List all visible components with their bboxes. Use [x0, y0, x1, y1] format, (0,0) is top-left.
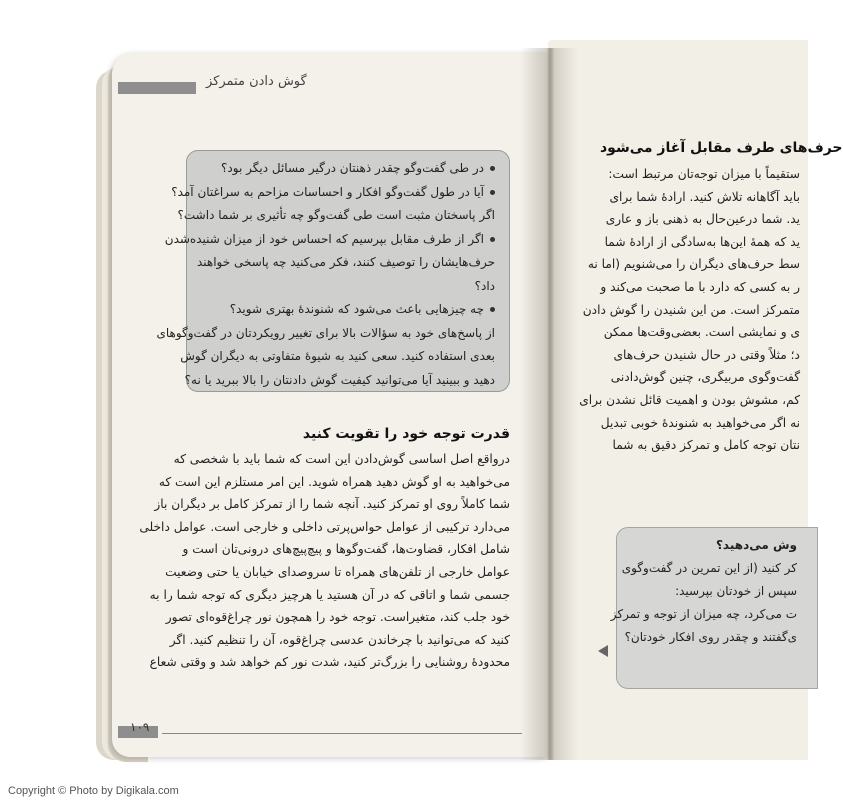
exercise-title: وش می‌دهید؟ — [715, 538, 797, 552]
body-line: شامل افکار، قضاوت‌ها، گفت‌وگوها و پیچ‌پیچ‌های درونی‌تان است و — [182, 542, 510, 557]
question-line — [164, 228, 495, 252]
question-text: آیا در طول گفت‌وگو افکار و احساسات مزاحم به سراغتان آمد؟ — [171, 184, 484, 199]
question-text: در طی گفت‌وگو چقدر ذهنتان درگیر مسائل دیگر بود؟ — [221, 161, 484, 175]
body-line: کنید که می‌توانید با چرخاندن عدسی چراغ‌قوه، آن را تنظیم کنید. اگر — [169, 632, 510, 647]
right-body-line: نه اگر می‌خواهید به شنوندهٔ خوبی تبدیل — [600, 415, 800, 430]
body-text — [139, 448, 510, 674]
exercise-box — [610, 527, 818, 689]
exercise-line: سپس از خودتان بپرسید: — [675, 584, 797, 598]
question-line — [180, 345, 495, 369]
body-line: جسمی شما و اتاقی که در آن هستید یا هرچیز دیگری که توجه شما را به — [149, 587, 510, 602]
right-body-line: ر به کسی که دارد با ما صحبت می‌کند و — [600, 279, 800, 294]
body-line: درواقع اصل اساسی گوش‌دادن این است که شما باید با شخصی که — [173, 452, 510, 466]
question-line — [195, 275, 495, 299]
question-line — [184, 369, 495, 393]
body-line: خود جلب کند، متغیراست. توجه خود را همچون نور چراغ‌قوه‌ای تصور — [165, 610, 510, 625]
question-box — [156, 150, 510, 392]
question-text: اگر پاسختان مثبت است طی گفت‌وگو چه تأثیری بر شما داشت؟ — [177, 208, 495, 222]
body-line: محدودهٔ روشنایی را بزرگ‌تر کنید، شدت نور کم خواهد شد و وقتی شعاع — [149, 655, 510, 670]
triangle-marker-icon — [598, 645, 608, 657]
body-line: شما کاملاً روی او تمرکز کنید. آنچه شما را از تمرکز کامل بر دیگران باز — [154, 497, 510, 512]
right-body-line: ی و نمایشی است. بعضی‌وقت‌ها ممکن — [603, 325, 800, 340]
question-lines — [156, 157, 495, 392]
question-text: دهید و ببینید آیا می‌توانید کیفیت گوش دادنتان را بالا ببرید یا نه؟ — [184, 372, 495, 387]
question-text: داد؟ — [474, 278, 495, 293]
right-body-line: نتان توجه کامل و تمرکز دقیق به شما — [612, 438, 800, 453]
bullet-icon — [490, 307, 495, 312]
right-body-line: کم، مشوش بودن و اهمیت قائل نشدن برای — [579, 392, 800, 407]
question-text: اگر از طرف مقابل بپرسیم که احساس خود از میزان شنیده‌شدن — [164, 231, 484, 246]
exercise-lines — [610, 534, 797, 649]
right-body-line: ید. شما درعین‌حال به ذهنی باز و عاری — [605, 212, 800, 227]
right-body-line: د؛ مثلاً وقتی در حال شنیدن حرف‌های — [613, 347, 800, 362]
copyright-caption: Copyright © Photo by Digikala.com — [8, 785, 179, 797]
question-line — [156, 322, 495, 346]
body-line: عوامل خارجی از تلفن‌های همراه تا سروصدای خیابان یا حتی وضعیت — [165, 564, 510, 579]
bullet-icon — [490, 190, 495, 195]
right-body-line: سط حرف‌های دیگران را می‌شنویم (اما نه — [587, 257, 800, 272]
footer-rule — [162, 733, 522, 734]
body-line: می‌خواهید به او گوش دهید همراه شوید. این امر مستلزم این است که — [158, 474, 510, 489]
book-gutter — [520, 48, 578, 760]
right-body-line: ید که همهٔ این‌ها به‌سادگی از ارادهٔ شما — [604, 234, 800, 249]
question-line — [171, 181, 495, 205]
header-bar — [118, 82, 196, 94]
exercise-line: ی‌گفتند و چقدر روی افکار خودتان؟ — [624, 630, 797, 644]
exercise-line: ت می‌کرد، چه میزان از توجه و تمرکز — [610, 607, 797, 621]
right-page-title: حرف‌های طرف مقابل آغاز می‌شود — [600, 140, 843, 156]
right-body-line: گفت‌وگوی مربیگری، چنین گوش‌دادنی — [610, 370, 800, 385]
right-body-line: متمرکز است. من این شنیدن را گوش دادن — [582, 302, 800, 317]
question-text: بعدی استفاده کنید. سعی کنید به شیوهٔ متفاوتی به دیگران گوش — [180, 349, 495, 363]
body-line: می‌دارد ترکیبی از عوامل حواس‌پرتی داخلی و خارجی است. عوامل داخلی — [139, 519, 510, 534]
question-line — [177, 204, 495, 228]
question-text: از پاسخ‌های خود به سؤالات بالا برای تغییر رویکردتان در گفت‌وگوهای — [156, 325, 495, 340]
page-number: ۱۰۹ — [130, 720, 150, 734]
right-body-text — [579, 163, 800, 457]
right-body-line: ستقیماً با میزان توجه‌تان مرتبط است: — [608, 167, 800, 181]
section-title: قدرت توجه خود را تقویت کنید — [302, 426, 510, 442]
running-header: گوش دادن متمرکز — [206, 74, 307, 89]
bullet-icon — [490, 166, 495, 171]
question-text: حرف‌هایشان را توصیف کنند، فکر می‌کنید چه پاسخی خواهند — [196, 255, 495, 269]
question-text: چه چیزهایی باعث می‌شود که شنوندهٔ بهتری شوید؟ — [229, 302, 484, 316]
right-body-line: باید آگاهانه تلاش کنید. ارادهٔ شما برای — [609, 189, 800, 204]
exercise-line: کر کنید (از این تمرین در گفت‌وگوی — [621, 561, 797, 575]
question-line — [195, 157, 495, 181]
question-line — [195, 298, 495, 322]
question-line — [195, 251, 495, 275]
bullet-icon — [490, 237, 495, 242]
